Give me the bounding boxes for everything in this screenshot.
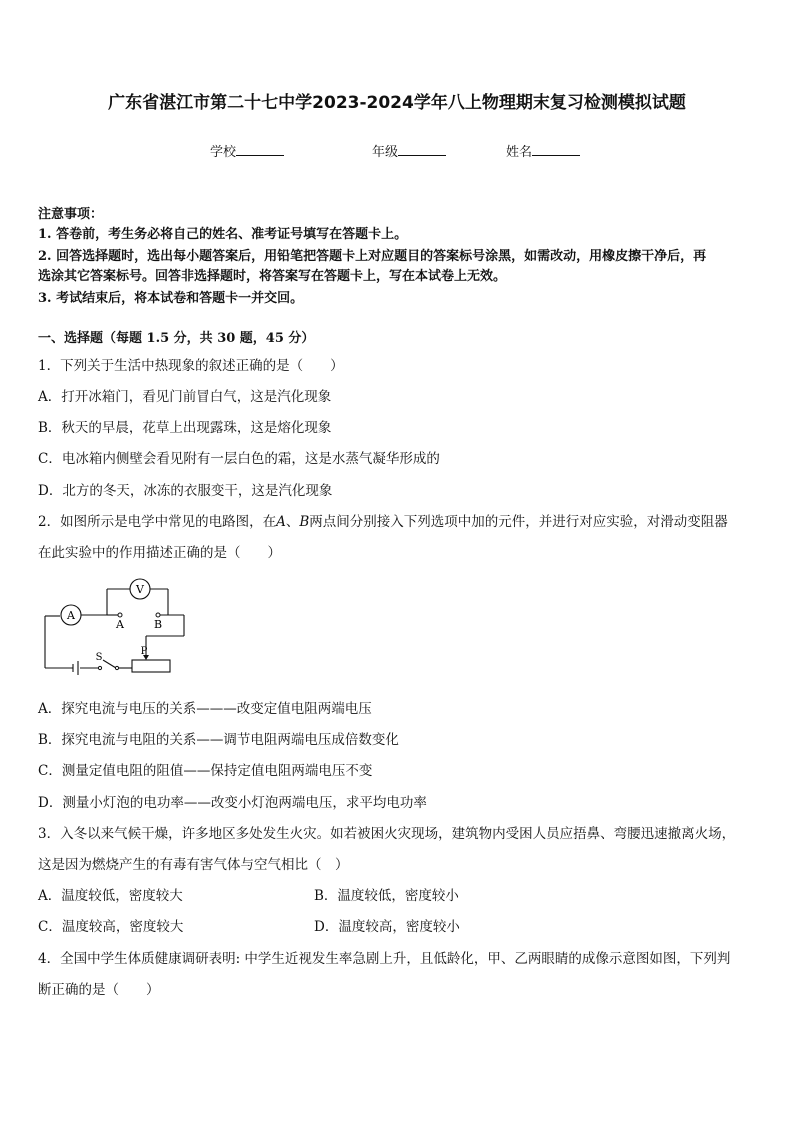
switch-pivot <box>98 666 101 669</box>
q4-stem-line1: 4．全国中学生体质健康调研表明: 中学生近视发生率急剧上升，且低龄化，甲、乙两眼睛的成像示意图如图，下列判 <box>38 951 731 967</box>
school-blank[interactable] <box>236 143 284 156</box>
q1-option-a[interactable]: A．打开冰箱门，看见门前冒白气，这是汽化现象 <box>38 389 332 405</box>
notice-item-2-cont: 选涂其它答案标号。回答非选择题时，将答案写在答题卡上，写在本试卷上无效。 <box>38 269 507 284</box>
q3-stem-line2: 这是因为燃烧产生的有毒有害气体与空气相比（ ） <box>38 857 349 873</box>
terminal-a <box>118 613 122 617</box>
q3-option-a[interactable]: A．温度较低，密度较大 <box>38 888 183 904</box>
grade-field[interactable] <box>372 141 446 160</box>
school-field[interactable] <box>210 141 284 160</box>
slider-label: P <box>140 646 148 657</box>
circuit-diagram <box>38 574 198 678</box>
switch-label: S <box>95 652 103 663</box>
q3-option-d[interactable]: D．温度较高，密度较小 <box>314 919 460 935</box>
q3-option-b[interactable]: B．温度较低，密度较小 <box>314 888 459 904</box>
q2-option-d[interactable]: D．测量小灯泡的电功率——改变小灯泡两端电压，求平均电功率 <box>38 795 427 811</box>
section-heading: 一、选择题（每题 1.5 分，共 30 题，45 分） <box>38 331 315 346</box>
grade-blank[interactable] <box>398 143 446 156</box>
q4-stem-line2: 断正确的是（ ） <box>38 982 160 998</box>
notice-heading: 注意事项： <box>38 207 104 222</box>
q2-stem-line2: 在此实验中的作用描述正确的是（ ） <box>38 545 281 561</box>
notice-item-3: 3. 考试结束后，将本试卷和答题卡一并交回。 <box>38 291 304 306</box>
notice-item-2: 2. 回答选择题时，选出每小题答案后，用铅笔把答题卡上对应题目的答案标号涂黑，如需改动，用橡皮擦干净后，再 <box>38 249 707 264</box>
q3-stem-line1: 3．入冬以来气候干燥，许多地区多处发生火灾。如若被困火灾现场，建筑物内受困人员应捂鼻、弯腰迅速撤离火场， <box>38 826 736 842</box>
grade-label: 年级 <box>372 145 399 160</box>
switch-contact <box>115 666 118 669</box>
q1-option-d[interactable]: D．北方的冬天，冰冻的衣服变干，这是汽化现象 <box>38 483 333 499</box>
q2-sep: 、 <box>285 514 300 530</box>
q2-point-a: A <box>276 514 286 530</box>
name-label: 姓名 <box>506 145 533 160</box>
exam-title: 广东省湛江市第二十七中学2023-2024学年八上物理期末复习检测模拟试题 <box>108 93 686 113</box>
point-a-label: A <box>116 618 124 631</box>
q2-stem <box>38 510 728 530</box>
q3-option-c[interactable]: C．温度较高，密度较大 <box>38 919 184 935</box>
switch-blade <box>103 660 116 668</box>
name-blank[interactable] <box>532 143 580 156</box>
name-field[interactable] <box>506 141 580 160</box>
q2-option-a[interactable]: A．探究电流与电压的关系———改变定值电阻两端电压 <box>38 701 372 717</box>
q2-stem-part1: 2．如图所示是电学中常见的电路图，在 <box>38 514 277 530</box>
q2-option-c[interactable]: C．测量定值电阻的阻值——保持定值电阻两端电压不变 <box>38 763 373 779</box>
notice-item-1: 1. 答卷前，考生务必将自己的姓名、准考证号填写在答题卡上。 <box>38 227 408 242</box>
q2-point-b: B <box>299 514 310 530</box>
q2-stem-part2: 两点间分别接入下列选项中加的元件，并进行对应实验，对滑动变阻器 <box>309 514 728 530</box>
ammeter-label: A <box>67 609 75 622</box>
point-b-label: B <box>153 618 163 631</box>
q2-option-b[interactable]: B．探究电流与电阻的关系——调节电阻两端电压成倍数变化 <box>38 732 399 748</box>
terminal-b <box>156 613 160 617</box>
voltmeter-label: V <box>136 583 144 596</box>
q1-option-b[interactable]: B．秋天的早晨，花草上出现露珠，这是熔化现象 <box>38 420 332 436</box>
rheostat <box>132 660 170 672</box>
q1-option-c[interactable]: C．电冰箱内侧壁会看见附有一层白色的霜，这是水蒸气凝华形成的 <box>38 451 440 467</box>
school-label: 学校 <box>210 145 237 160</box>
q1-stem: 1．下列关于生活中热现象的叙述正确的是（ ） <box>38 358 344 374</box>
